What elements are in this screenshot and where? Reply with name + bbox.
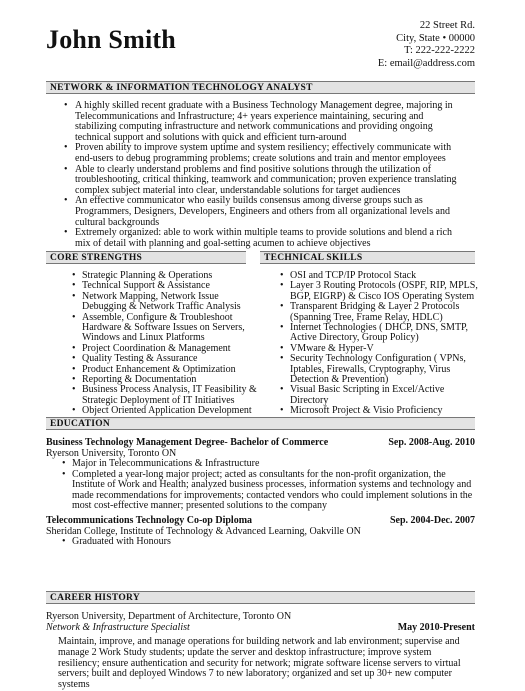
job-description: Maintain, improve, and manage operations for building network and lab environment; supervise and manage 2 Work Study students; update the server and desktop infrastructure; improve system resiliency; ensure authentication and security for network; migrate software license servers to virtual servers; built and deployed Windows 7 to new laboratory; organized and set up 30+ new computer systems — [58, 636, 461, 691]
core-strength-item: • Reporting & Documentation — [70, 375, 260, 385]
technical-skill-item: • Security Technology Configuration ( VPNs, Iptables, Firewalls, Cryptography, Virus Detection & Prevention) — [278, 354, 478, 385]
summary-list — [62, 101, 467, 249]
contact-email[interactable]: E: email@address.com — [377, 57, 475, 69]
profile-section-title: NETWORK & INFORMATION TECHNOLOGY ANALYST — [46, 81, 475, 94]
technical-skill-item: • Visual Basic Scripting in Excel/Active Directory — [278, 385, 478, 406]
candidate-name: John Smith — [46, 25, 176, 54]
core-strength-item: • Product Enhancement & Optimization — [70, 365, 260, 375]
core-strength-item: • Object Oriented Application Development — [70, 406, 260, 416]
summary-item: • Extremely organized: able to work within multiple teams to provide solutions and blend a rich mix of detail with planning and goal-setting acumen to achieve objectives — [62, 228, 467, 249]
education-points — [46, 459, 475, 512]
education-point: • Completed a year-long major project; acted as consultants for the non-profit organization, the Institute of Work and Health; analyzed business processes, information systems and technology and made recommendations for improvements; contacted vendors who could implement solutions in the most cost-effective manner; presented solutions to the company — [60, 470, 475, 512]
core-strength-item: • Business Process Analysis, IT Feasibility & Strategic Deployment of IT Initiatives — [70, 385, 260, 406]
education-section-title: EDUCATION — [46, 417, 475, 430]
summary-item: • Proven ability to improve system uptime and system resiliency; effectively communicate with end-users to debug programming problems; create solutions and train and mentor employees — [62, 143, 467, 164]
contact-city: City, State • 00000 — [396, 32, 475, 44]
education-entry — [46, 437, 475, 512]
core-strength-item: • Technical Support & Assistance — [70, 281, 260, 291]
technical-skill-item: • Transparent Bridging & Layer 2 Protocols (Spanning Tree, Frame Relay, HDLC) — [278, 302, 478, 323]
education-entry — [46, 515, 475, 548]
employer-name: Ryerson University, Department of Architecture, Toronto ON — [46, 611, 292, 622]
core-strength-item: • Network Mapping, Network Issue Debugging & Network Traffic Analysis — [70, 292, 260, 313]
contact-phone: T: 222-222-2222 — [404, 45, 475, 56]
career-entry — [46, 611, 475, 691]
career-role-row — [46, 622, 475, 633]
school-name: Sheridan College, Institute of Technology & Advanced Learning, Oakville ON — [46, 526, 361, 537]
degree-dates: Sep. 2008-Aug. 2010 — [388, 437, 475, 448]
school-name: Ryerson University, Toronto ON — [46, 448, 177, 459]
summary-item: • A highly skilled recent graduate with a Business Technology Management degree, majoring in Telecommunications and Infrastructure; 4+ years experience maintaining, securing and stabilizing computing infrastructure and network communications and providing ongoing technical support and solutions with quick and efficient turn-around — [62, 101, 467, 143]
education-header — [46, 515, 475, 526]
career-section-title: CAREER HISTORY — [46, 591, 475, 604]
degree-title: Telecommunications Technology Co-op Diploma — [46, 515, 253, 526]
summary-item: • An effective communicator who easily builds consensus among diverse groups such as Programmers, Designers, Developers, Engineers and others from all organizational levels and cultural backgrounds — [62, 196, 467, 228]
degree-dates: Sep. 2004-Dec. 2007 — [390, 515, 475, 526]
technical-skills-title: TECHNICAL SKILLS — [260, 251, 475, 264]
technical-skill-item: • Layer 3 Routing Protocols (OSPF, RIP, MPLS, BGP, EIGRP) & Cisco IOS Operating System — [278, 281, 478, 302]
job-dates: May 2010-Present — [397, 622, 475, 633]
contact-address: 22 Street Rd. — [419, 20, 475, 31]
summary-item: • Able to clearly understand problems and find positive solutions through the utilization of troubleshooting, critical thinking, teamwork and communication; proven experience translating complex subject material into clear, understandable solutions for target audiences — [62, 165, 467, 197]
core-strength-item: • Quality Testing & Assurance — [70, 354, 260, 364]
education-point: • Graduated with Honours — [60, 537, 475, 548]
core-strengths-title: CORE STRENGTHS — [46, 251, 246, 264]
technical-skill-item: • Microsoft Project & Visio Proficiency — [278, 406, 478, 416]
education-point: • Major in Telecommunications & Infrastructure — [60, 459, 475, 470]
core-strength-item: • Assemble, Configure & Troubleshoot Hardware & Software Issues on Servers, Windows and Linux Platforms — [70, 313, 260, 344]
technical-skills-list — [278, 271, 478, 417]
core-strength-item: • Strategic Planning & Operations — [70, 271, 260, 281]
education-points — [46, 537, 475, 548]
technical-skill-item: • OSI and TCP/IP Protocol Stack — [278, 271, 478, 281]
technical-skill-item: • Internet Technologies ( DHCP, DNS, SMTP, Active Directory, Group Policy) — [278, 323, 478, 344]
contact-block — [378, 20, 475, 70]
core-strengths-list — [70, 271, 260, 417]
degree-title: Business Technology Management Degree- Bachelor of Commerce — [46, 437, 329, 448]
core-strength-item: • Project Coordination & Management — [70, 344, 260, 354]
education-header — [46, 437, 475, 448]
job-title: Network & Infrastructure Specialist — [46, 622, 190, 633]
technical-skill-item: • VMware & Hyper-V — [278, 344, 478, 354]
